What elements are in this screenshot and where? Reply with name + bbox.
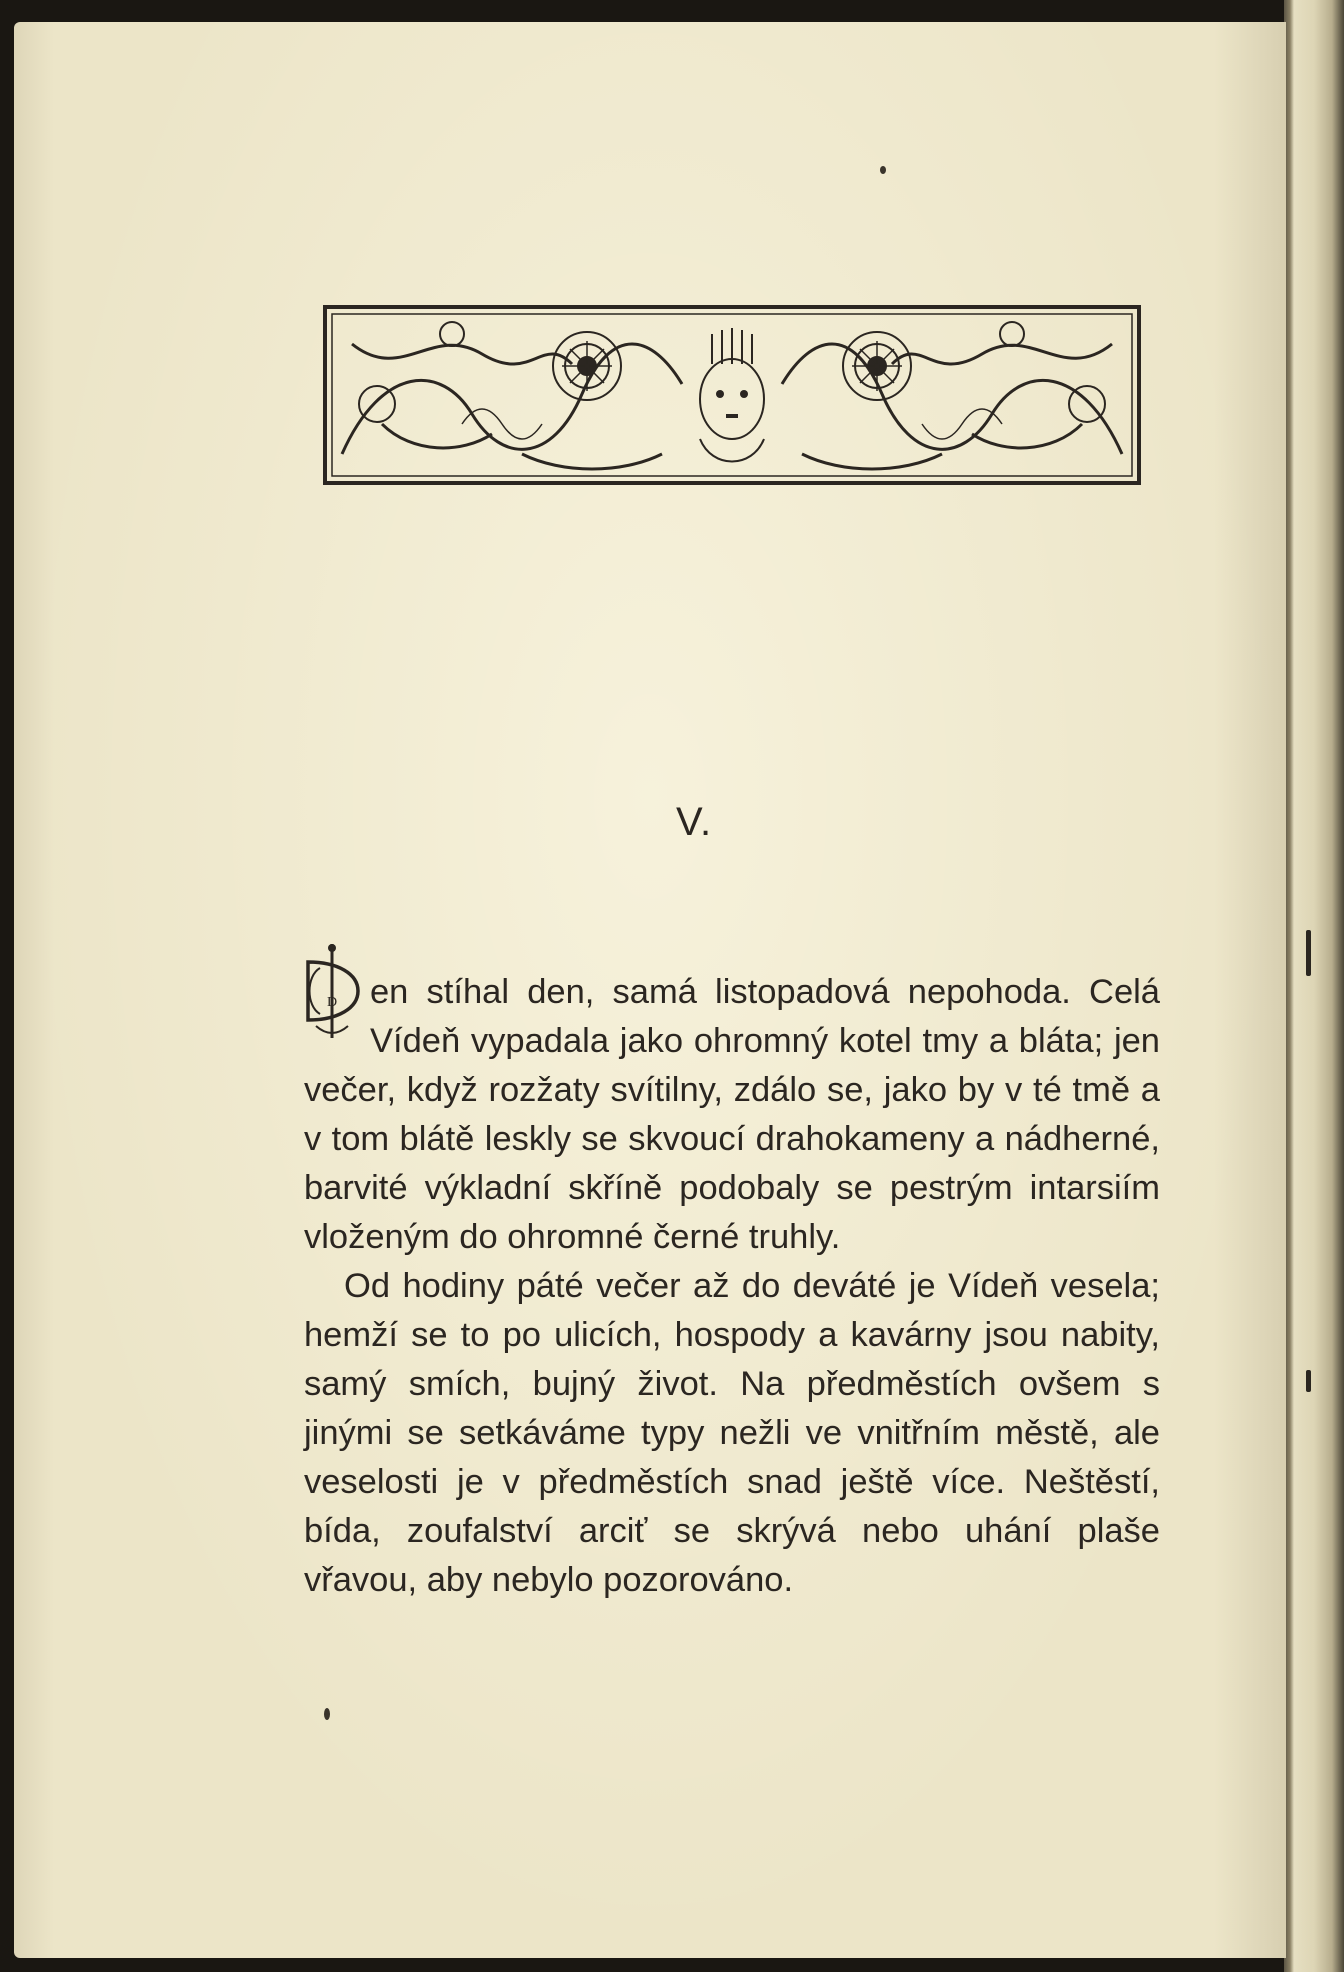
chapter-body (304, 968, 1160, 1605)
ink-speck (324, 1708, 330, 1720)
drop-cap-letter: D (326, 995, 338, 1010)
drop-cap-initial (298, 940, 366, 1042)
chapter-number: V. (675, 800, 713, 844)
paragraph-text: Od hodiny páté večer až do deváté je Vídeň vesela; hemží se to po ulicích, hospody a kavárny jsou nabity, samý smích, bujný život. Na předměstích ovšem s jinými se setkáváme typy nežli ve vnitřním městě, ale veselosti je v předměstích snad ještě více. Neštěstí, bída, zoufalství arciť se skrývá nebo uhání plaše vřavou, aby nebylo pozorováno. (304, 1267, 1160, 1599)
drop-cap-ornament-svg (298, 940, 366, 1042)
headpiece-ornament (322, 304, 1142, 486)
spine-mark (1306, 1370, 1311, 1392)
headpiece-ornament-svg (322, 304, 1142, 486)
book-spine-edge (1284, 0, 1344, 1972)
spine-mark (1306, 930, 1311, 976)
paragraph (304, 1262, 1160, 1605)
ink-speck (880, 166, 886, 174)
paragraph-text: en stíhal den, samá listopadová nepohoda. Celá Vídeň vypadala jako ohromný kotel tmy a bláta; jen večer, když rozžaty svítilny, zdálo se, jako by v té tmě a v tom blátě leskly se skvoucí drahokameny a nádherné, barvité výkladní skříně podobaly se pestrým intarsiím vloženým do ohromné černé truhly. (304, 973, 1160, 1256)
paragraph (304, 968, 1160, 1262)
